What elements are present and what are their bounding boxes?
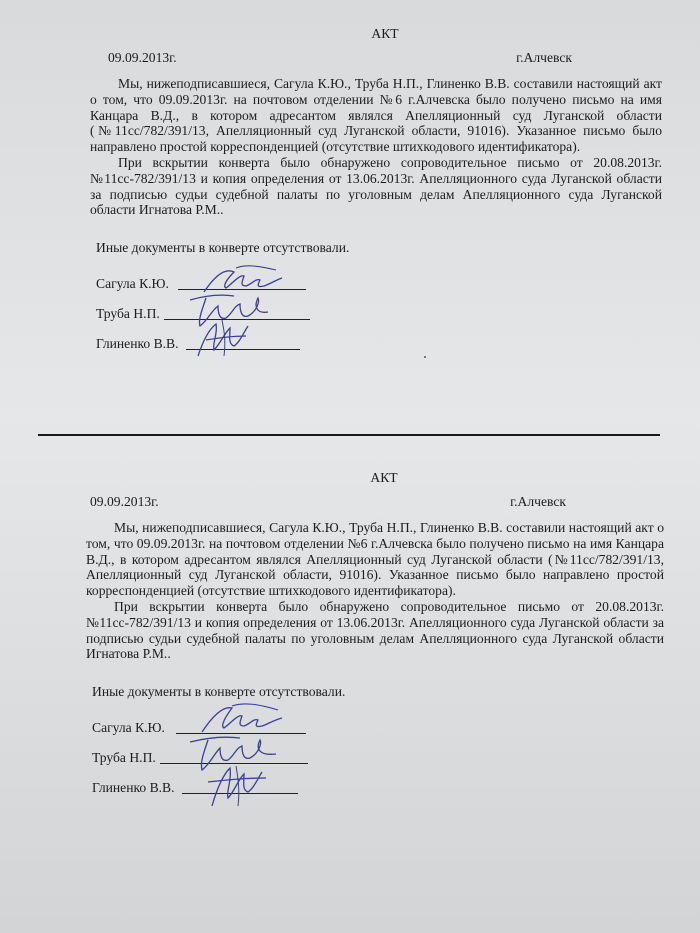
act-date: 09.09.2013г. (90, 494, 159, 509)
handwritten-signature-icon (204, 760, 274, 810)
signatures-block (90, 276, 662, 366)
act-date: 09.09.2013г. (108, 50, 177, 65)
signatory-name: Труба Н.П. (92, 749, 156, 765)
date-line (90, 50, 662, 76)
signatory-name: Сагула К.Ю. (92, 719, 165, 735)
act-title: АКТ (370, 470, 398, 485)
cut-divider-line (38, 434, 660, 436)
signature-row-glinenko (92, 336, 662, 366)
signature-row-truba (92, 306, 662, 336)
act-paragraph-1: Мы, нижеподписавшиеся, Сагула К.Ю., Труба Н.П., Глиненко В.В. составили настоящий акт о том, что 09.09.2013г. на почтовом отделении №6 г.Алчевска было получено письмо на имя Канцара В.Д., в котором адресантом являлся Апелляционный суд Луганской области (№11сс/782/391/13, Апелляционный суд Луганской области, 91016). Указанное письмо было направлено простой корреспонденцией (отсутствие штихкодового идентификатора). (86, 520, 664, 599)
act-city: г.Алчевск (510, 494, 566, 509)
signature-row-sagula (88, 720, 664, 750)
act-document-2 (86, 470, 664, 810)
signatures-block (86, 720, 664, 810)
paper-speck (424, 356, 426, 358)
date-line (86, 494, 664, 520)
signatory-name: Глиненко В.В. (96, 335, 179, 351)
act-paragraph-2: При вскрытии конверта было обнаружено сопроводительное письмо от 20.08.2013г. №11сс-782/391/13 и копия определения от 13.06.2013г. Апелляционного суда Луганской области за подписью судьи судебной палаты по уголовным делам Апелляционного суда Луганской области Игнатова Р.М.. (90, 154, 662, 218)
act-paragraph-2: При вскрытии конверта было обнаружено сопроводительное письмо от 20.08.2013г. №11сс-782/391/13 и копия определения от 13.06.2013г. Апелляционного суда Луганской области за подписью судьи судебной палаты по уголовным делам Апелляционного суда Луганской области Игнатова Р.М.. (86, 598, 664, 662)
absent-note: Иные документы в конверте отсутствовали. (96, 240, 350, 256)
absent-note: Иные документы в конверте отсутствовали. (92, 684, 346, 700)
signature-row-glinenko (88, 780, 664, 810)
act-title: АКТ (371, 26, 399, 41)
handwritten-signature-icon (188, 316, 258, 360)
signatory-name: Труба Н.П. (96, 305, 160, 321)
act-city: г.Алчевск (516, 50, 572, 65)
signature-row-truba (88, 750, 664, 780)
signature-row-sagula (92, 276, 662, 306)
act-document-1 (90, 26, 662, 366)
signatory-name: Глиненко В.В. (92, 779, 175, 795)
signatory-name: Сагула К.Ю. (96, 275, 169, 291)
act-paragraph-1: Мы, нижеподписавшиеся, Сагула К.Ю., Труба Н.П., Глиненко В.В. составили настоящий акт о том, что 09.09.2013г. на почтовом отделении №6 г.Алчевска было получено письмо на имя Канцара В.Д., в котором адресантом являлся Апелляционный суд Луганской области (№11сс/782/391/13, Апелляционный суд Луганской области, 91016). Указанное письмо было направлено простой корреспонденцией (отсутствие штихкодового идентификатора). (90, 76, 662, 155)
